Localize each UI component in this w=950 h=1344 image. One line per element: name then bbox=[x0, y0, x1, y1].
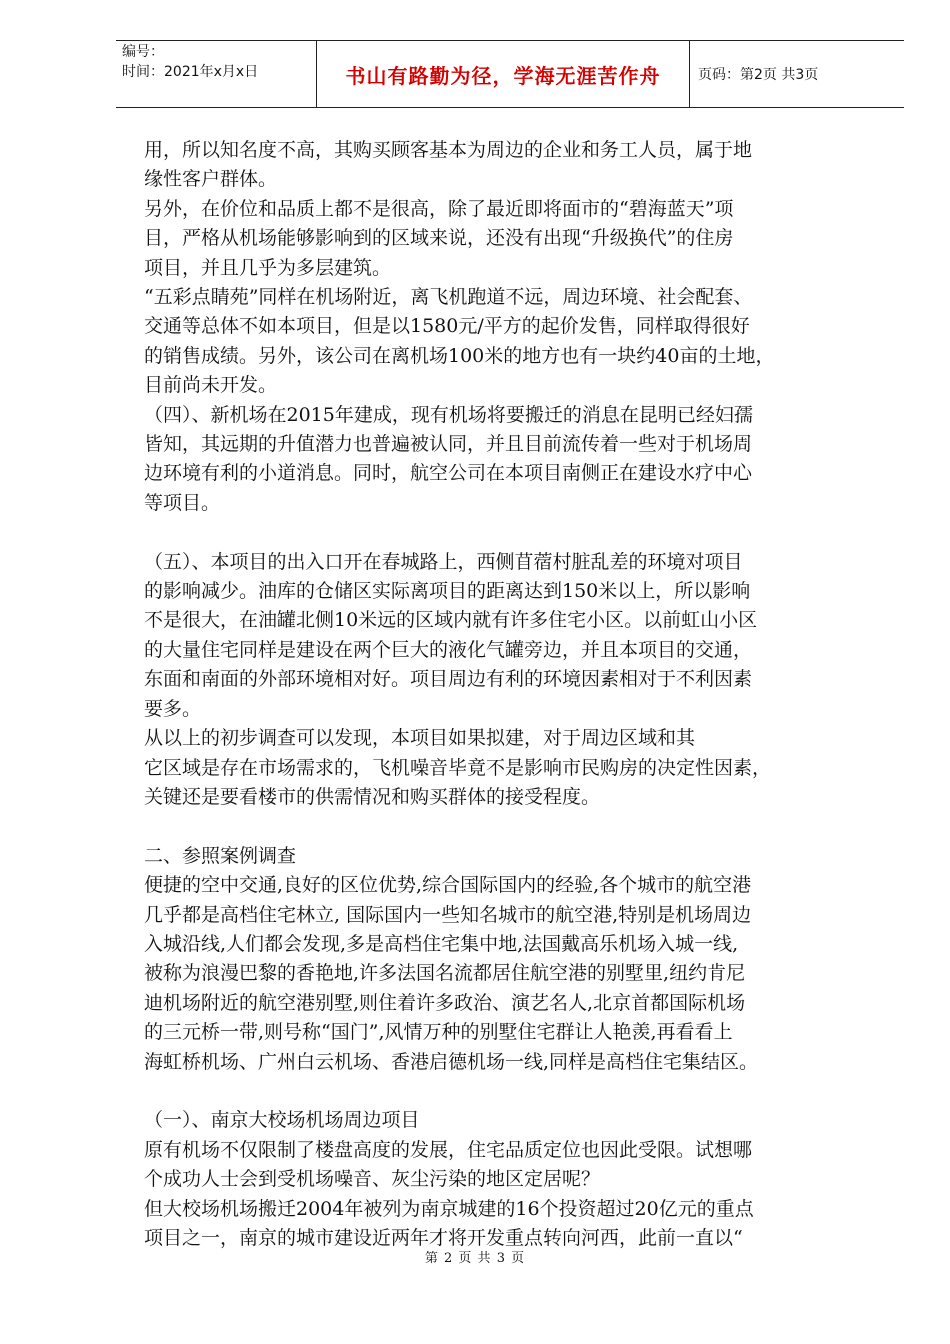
text-line: 但大校场机场搬迁2004年被列为南京城建的16个投资超过20亿元的重点 bbox=[144, 1197, 754, 1220]
text-line: 几乎都是高档住宅林立, 国际国内一些知名城市的航空港,特别是机场周边 bbox=[144, 903, 752, 926]
text-line: 的大量住宅同样是建设在两个巨大的液化气罐旁边，并且本项目的交通， bbox=[144, 638, 753, 661]
page-header bbox=[116, 40, 904, 108]
blank-line bbox=[144, 1077, 864, 1106]
text-line: 等项目。 bbox=[144, 491, 221, 514]
page-footer: 第 2 页 共 3 页 bbox=[424, 1251, 526, 1266]
text-line: 不是很大，在油罐北侧10米远的区域内就有许多住宅小区。以前虹山小区 bbox=[144, 609, 758, 632]
header-page-info: 页码：第2页 共3页 bbox=[698, 67, 819, 83]
text-line: 东面和南面的外部环境相对好。项目周边有利的环境因素相对于不利因素 bbox=[144, 668, 753, 691]
text-line: 迪机场附近的航空港别墅,则住着许多政治、演艺名人,北京首都国际机场 bbox=[144, 991, 746, 1014]
text-line: 边环境有利的小道消息。同时，航空公司在本项目南侧正在建设水疗中心 bbox=[144, 462, 753, 485]
text-line: 项目，并且几乎为多层建筑。 bbox=[144, 256, 392, 279]
header-motto: 书山有路勤为径，学海无涯苦作舟 bbox=[316, 41, 690, 107]
text-line: （一）、南京大校场机场周边项目 bbox=[144, 1109, 420, 1132]
text-line: （五）、本项目的出入口开在春城路上，西侧苜蓿村脏乱差的环境对项目 bbox=[144, 550, 743, 573]
header-meta-cell bbox=[116, 41, 316, 107]
text-line: 它区域是存在市场需求的，飞机噪音毕竟不是影响市民购房的决定性因素， bbox=[144, 756, 772, 779]
text-line: 缘性客户群体。 bbox=[144, 168, 278, 191]
text-line: 便捷的空中交通,良好的区位优势,综合国际国内的经验,各个城市的航空港 bbox=[144, 874, 752, 897]
text-line: 的销售成绩。另外，该公司在离机场100米的地方也有一块约40亩的土地， bbox=[144, 344, 775, 367]
text-line: 皆知，其远期的升值潜力也普遍被认同，并且目前流传着一些对于机场周 bbox=[144, 433, 753, 456]
text-line: “五彩点睛苑”同样在机场附近，离飞机跑道不远，周边环境、社会配套、 bbox=[144, 286, 753, 309]
document-body bbox=[144, 136, 864, 1253]
time-label: 时间：2021年x月x日 bbox=[122, 64, 259, 80]
text-line: 从以上的初步调查可以发现，本项目如果拟建，对于周边区域和其 bbox=[144, 727, 696, 750]
text-line: 海虹桥机场、广州白云机场、香港启德机场一线,同样是高档住宅集结区。 bbox=[144, 1050, 759, 1073]
text-line: 用，所以知名度不高，其购买顾客基本为周边的企业和务工人员，属于地 bbox=[144, 139, 753, 161]
text-line: 个成功人士会到受机场噪音、灰尘污染的地区定居呢？ bbox=[144, 1168, 601, 1191]
text-line: 目，严格从机场能够影响到的区域来说，还没有出现“升级换代”的住房 bbox=[144, 227, 734, 250]
text-line: 项目之一，南京的城市建设近两年才将开发重点转向河西，此前一直以“ bbox=[144, 1226, 743, 1249]
blank-line bbox=[144, 518, 864, 547]
text-line: 的影响减少。油库的仓储区实际离项目的距离达到150米以上，所以影响 bbox=[144, 580, 751, 603]
text-line: 关键还是要看楼市的供需情况和购买群体的接受程度。 bbox=[144, 785, 601, 808]
text-line: 二、参照案例调查 bbox=[144, 844, 297, 867]
text-line: 交通等总体不如本项目，但是以1580元/平方的起价发售，同样取得很好 bbox=[144, 315, 750, 338]
text-line: 被称为浪漫巴黎的香艳地,许多法国名流都居住航空港的别墅里,纽约肯尼 bbox=[144, 962, 746, 985]
text-line: 的三元桥一带,则号称“国门”,风情万种的别墅住宅群让人艳羡,再看看上 bbox=[144, 1021, 733, 1044]
text-line: 目前尚未开发。 bbox=[144, 374, 278, 397]
text-line: （四）、新机场在2015年建成，现有机场将要搬迁的消息在昆明已经妇孺 bbox=[144, 403, 753, 426]
number-label: 编号： bbox=[122, 44, 164, 60]
text-line: 入城沿线,人们都会发现,多是高档住宅集中地,法国戴高乐机场入城一线, bbox=[144, 932, 739, 955]
blank-line bbox=[144, 812, 864, 841]
text-line: 要多。 bbox=[144, 697, 202, 720]
text-line: 原有机场不仅限制了楼盘高度的发展，住宅品质定位也因此受限。试想哪 bbox=[144, 1138, 753, 1161]
text-line: 另外，在价位和品质上都不是很高，除了最近即将面市的“碧海蓝天”项 bbox=[144, 197, 734, 220]
